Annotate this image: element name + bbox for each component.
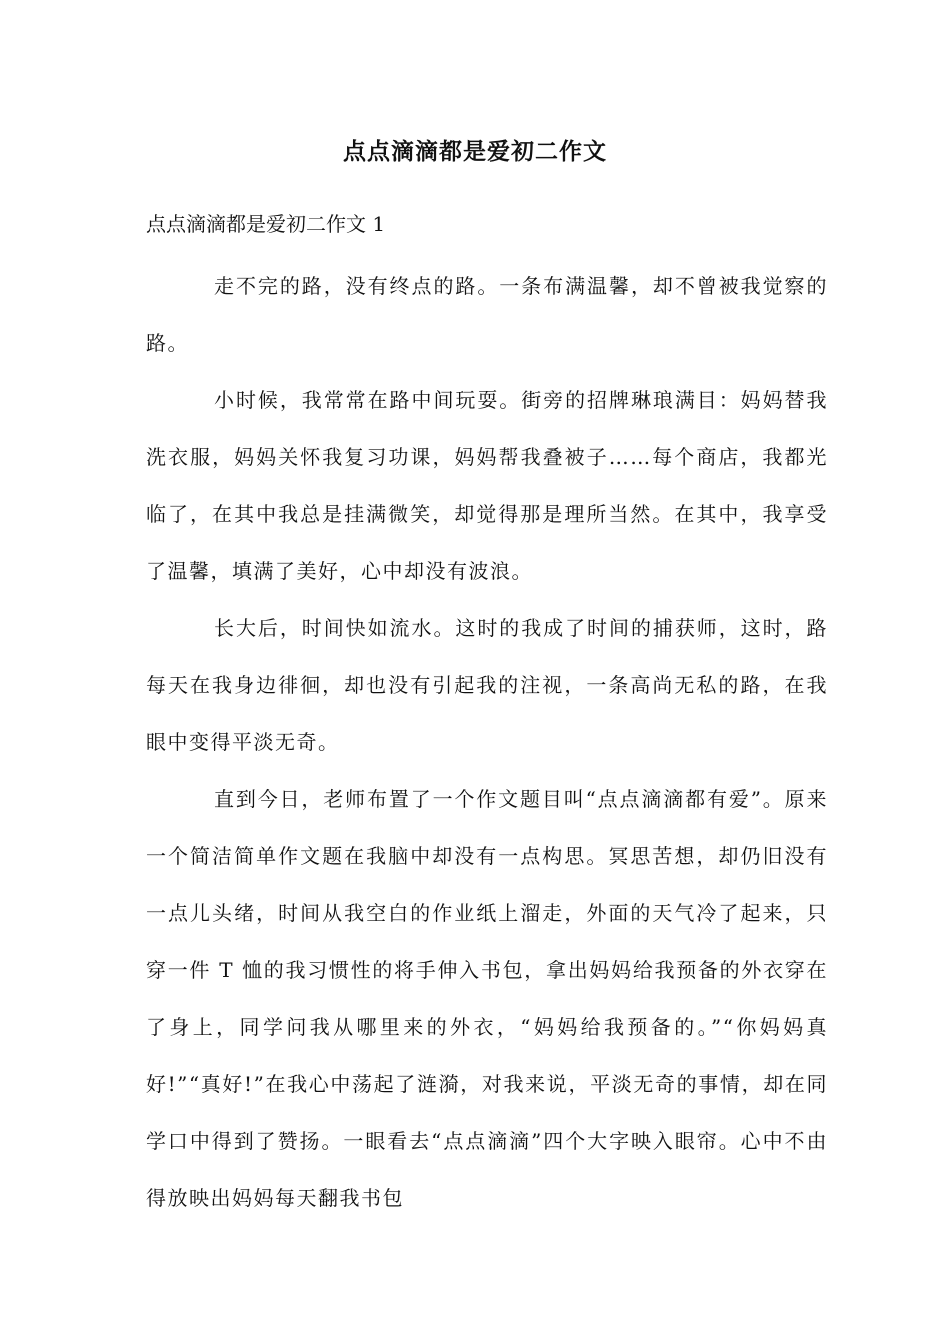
document-title: 点点滴滴都是爱初二作文 — [343, 138, 607, 165]
paragraph-4: 直到今日，老师布置了一个作文题目叫“点点滴滴都有爱”。原来一个简洁简单作文题在我脑中却没有一点构思。冥思苦想，却仍旧没有一点儿头绪，时间从我空白的作业纸上溜走，外面的天气冷了起来，只穿一件 T 恤的我习惯性的将手伸入书包，拿出妈妈给我预备的外衣穿在了身上，同学问我从哪里来的外衣，“妈妈给我预备的。”“你妈妈真好!”“真好!”在我心中荡起了涟漪，对我来说，平淡无奇的事情，却在同学口中得到了赞扬。一眼看去“点点滴滴”四个大字映入眼帘。心中不由得放映出妈妈每天翻我书包 — [146, 787, 828, 1210]
paragraph-3: 长大后，时间快如流水。这时的我成了时间的捕获师，这时，路每天在我身边徘徊，却也没有引起我的注视，一条高尚无私的路，在我眼中变得平淡无奇。 — [146, 616, 828, 754]
paragraph-1: 走不完的路，没有终点的路。一条布满温馨，却不曾被我觉察的路。 — [146, 274, 828, 355]
essay-subtitle: 点点滴滴都是爱初二作文 1 — [146, 212, 386, 236]
paragraph-2: 小时候，我常常在路中间玩耍。街旁的招牌琳琅满目：妈妈替我洗衣服，妈妈关怀我复习功课，妈妈帮我叠被子……每个商店，我都光临了，在其中我总是挂满微笑，却觉得那是理所当然。在其中，我享受了温馨，填满了美好，心中却没有波浪。 — [146, 388, 828, 583]
essay-body — [146, 258, 828, 1227]
